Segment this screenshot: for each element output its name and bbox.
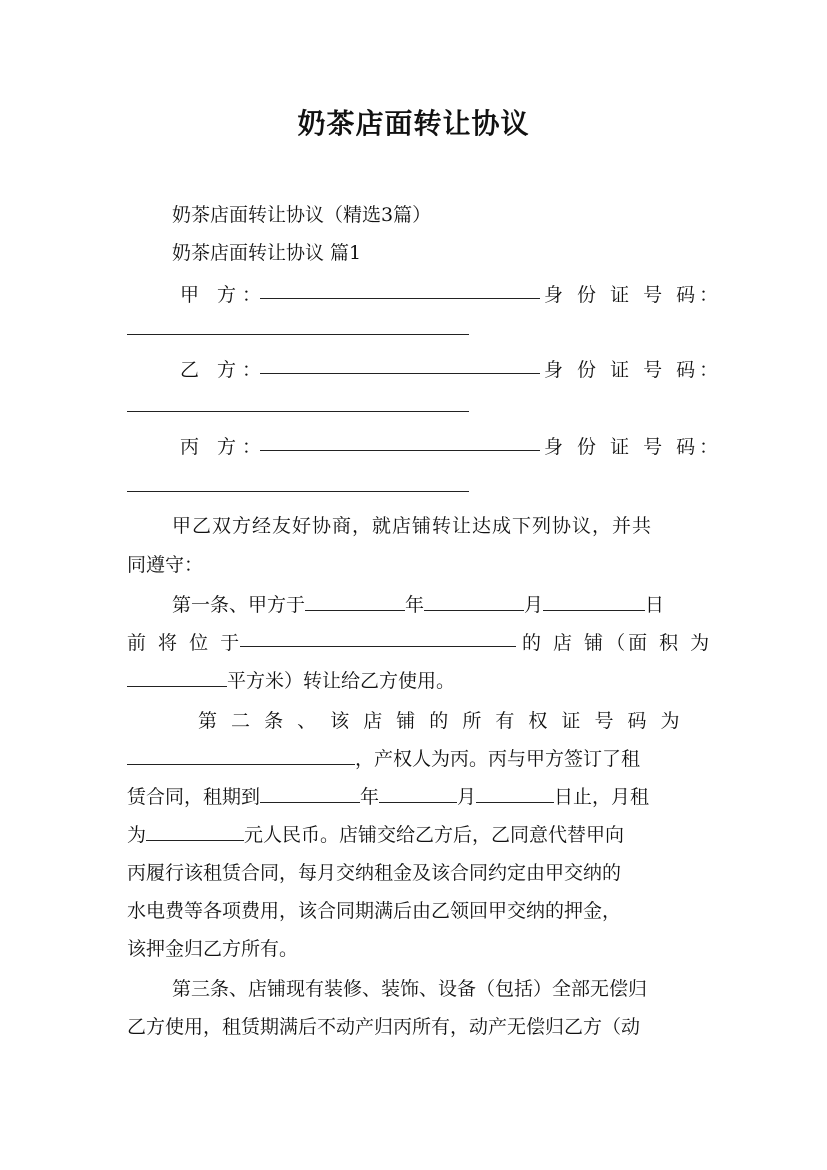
lease-month-blank xyxy=(379,784,457,803)
party-b-label: 乙 方： xyxy=(180,359,268,381)
location-blank xyxy=(240,646,516,647)
article-1-line-1 xyxy=(172,590,664,617)
party-c-id-label: 身 份 证 号 码： xyxy=(544,436,723,458)
article-2-line-3a: 赁合同，租期到 xyxy=(127,786,261,808)
party-a-label: 甲 方： xyxy=(180,284,268,306)
article-2-line-2 xyxy=(127,744,640,771)
article-2-year: 年 xyxy=(360,786,380,808)
article-3-line-2: 乙方使用，租赁期满后不动产归丙所有，动产无偿归乙方（动 xyxy=(127,1016,641,1038)
year-blank xyxy=(305,592,405,611)
area-blank xyxy=(127,668,227,687)
agreement-intro-line-2: 同遵守： xyxy=(127,554,204,576)
article-2-line-4 xyxy=(127,820,624,847)
article-2-line-2-text: ，产权人为丙。丙与甲方签订了租 xyxy=(355,748,641,770)
day-blank xyxy=(543,592,645,611)
article-3-line-1: 第三条、店铺现有装修、装饰、设备（包括）全部无偿归 xyxy=(172,978,648,1000)
article-1-month: 月 xyxy=(524,594,544,616)
article-1-line-3 xyxy=(127,666,455,693)
article-2-line-7: 该押金归乙方所有。 xyxy=(127,938,299,960)
lease-year-blank xyxy=(260,784,360,803)
month-blank xyxy=(424,592,524,611)
article-1-text-a: 第一条、甲方于 xyxy=(172,594,306,616)
agreement-intro-line-1: 甲乙双方经友好协商，就店铺转让达成下列协议，并共 xyxy=(172,515,653,537)
article-2-line-4b: 元人民币。店铺交给乙方后，乙同意代替甲向 xyxy=(244,824,625,846)
article-2-line-6: 水电费等各项费用，该合同期满后由乙领回甲交纳的押金， xyxy=(127,900,622,922)
article-2-line-3d: 日止，月租 xyxy=(554,786,650,808)
rent-amount-blank xyxy=(146,822,244,841)
party-c-name-blank xyxy=(260,450,540,451)
article-2-line-1: 第 二 条 、 该 店 铺 的 所 有 权 证 号 码 为 xyxy=(198,710,684,732)
article-2-line-4a: 为 xyxy=(127,824,147,846)
article-2-line-5: 丙履行该租赁合同，每月交纳租金及该合同约定由甲交纳的 xyxy=(127,862,622,884)
intro-line-1: 奶茶店面转让协议（精选3篇） xyxy=(172,204,432,226)
intro-line-2: 奶茶店面转让协议 篇1 xyxy=(172,242,362,264)
party-a-id-label: 身 份 证 号 码： xyxy=(544,284,723,306)
article-1-day: 日 xyxy=(645,594,665,616)
article-1-line-2b: 的 店 铺（面 积 为 xyxy=(522,632,713,654)
certificate-number-blank xyxy=(127,746,355,765)
lease-day-blank xyxy=(476,784,554,803)
party-b-id-label: 身 份 证 号 码： xyxy=(544,359,723,381)
document-title: 奶茶店面转让协议 xyxy=(297,107,530,140)
article-2-month: 月 xyxy=(457,786,477,808)
article-1-line-2a: 前 将 位 于 xyxy=(127,632,243,654)
party-b-id-blank xyxy=(127,411,469,412)
party-a-name-blank xyxy=(260,298,540,299)
party-c-label: 丙 方： xyxy=(180,436,268,458)
party-b-name-blank xyxy=(260,373,540,374)
party-a-id-blank xyxy=(127,334,469,335)
article-1-line-3-text: 平方米）转让给乙方使用。 xyxy=(227,670,456,692)
article-1-year: 年 xyxy=(405,594,425,616)
article-2-line-3 xyxy=(127,782,649,809)
party-c-id-blank xyxy=(127,491,469,492)
